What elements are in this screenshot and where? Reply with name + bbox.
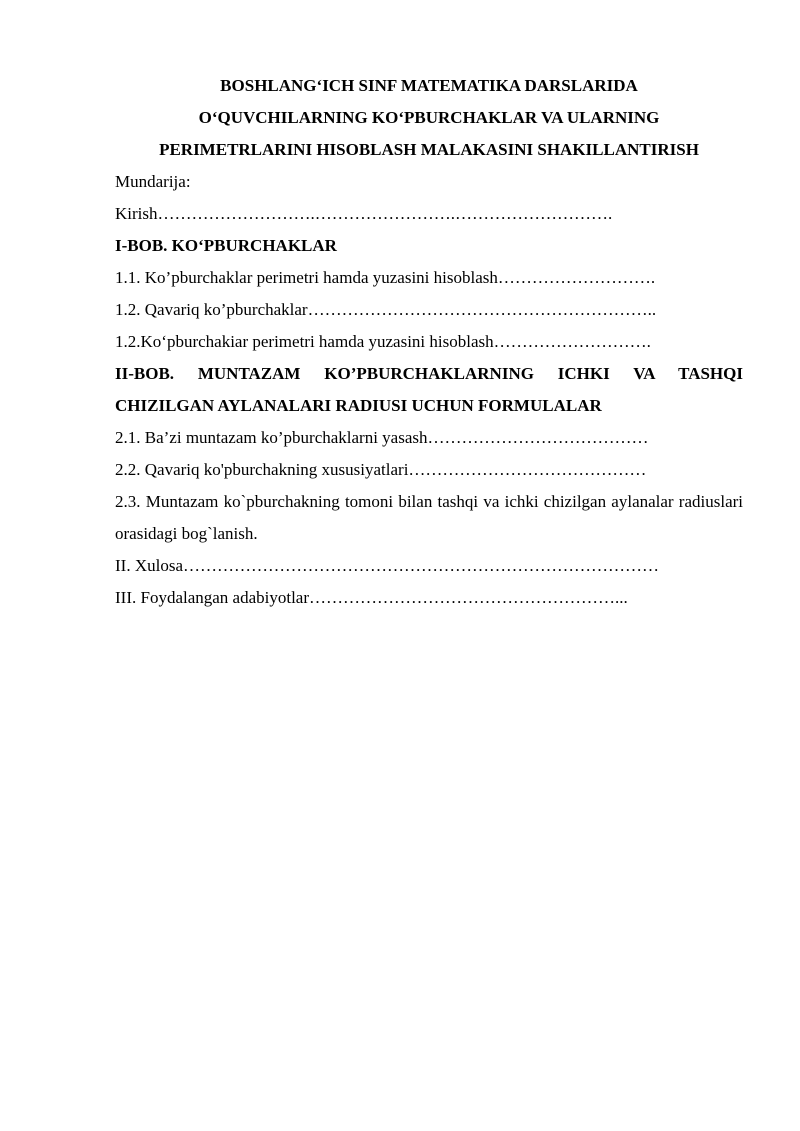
- toc-chapter-1-heading: I-BOB. KO‘PBURCHAKLAR: [115, 236, 337, 255]
- toc-entry-1-3: 1.2.Ko‘pburchakiar perimetri hamda yuzasini hisoblash……………………….: [115, 332, 651, 351]
- title-line-3: PERIMETRLARINI HISOBLASH MALAKASINI SHAKILLANTIRISH: [159, 140, 699, 159]
- toc-heading: Mundarija:: [115, 172, 191, 191]
- toc-entry-2-1: 2.1. Ba’zi muntazam ko’pburchaklarni yasash…………………………………: [115, 428, 649, 447]
- toc-entry-introduction: Kirish……………………….…………………….……………………….: [115, 204, 613, 223]
- toc-entry-1-2: 1.2. Qavariq ko’pburchaklar……………………………………………………..: [115, 300, 657, 319]
- toc-entry-conclusion: II. Xulosa…………………………………………………………………………: [115, 556, 659, 575]
- toc-entry-references: III. Foydalangan adabiyotlar………………………………………………...: [115, 588, 628, 607]
- table-of-contents: [115, 198, 743, 614]
- toc-entry-2-2: 2.2. Qavariq ko'pburchakning xususiyatlari……………………………………: [115, 460, 647, 479]
- toc-entry-2-3: 2.3. Muntazam ko`pburchakning tomoni bilan tashqi va ichki chizilgan aylanalar radiuslari orasidagi bog`lanish.: [115, 492, 743, 543]
- title-line-2: O‘QUVCHILARNING KO‘PBURCHAKLAR VA ULARNING: [198, 108, 660, 127]
- toc-entry-1-1: 1.1. Ko’pburchaklar perimetri hamda yuzasini hisoblash……………………….: [115, 268, 656, 287]
- document-page: [115, 70, 743, 614]
- title-line-1: BOSHLANG‘ICH SINF MATEMATIKA DARSLARIDA: [220, 76, 638, 95]
- document-title: [115, 70, 743, 166]
- toc-chapter-2-heading: II-BOB. MUNTAZAM KO’PBURCHAKLARNING ICHKI VA TASHQI CHIZILGAN AYLANALARI RADIUSI UCHUN FORMULALAR: [115, 364, 743, 415]
